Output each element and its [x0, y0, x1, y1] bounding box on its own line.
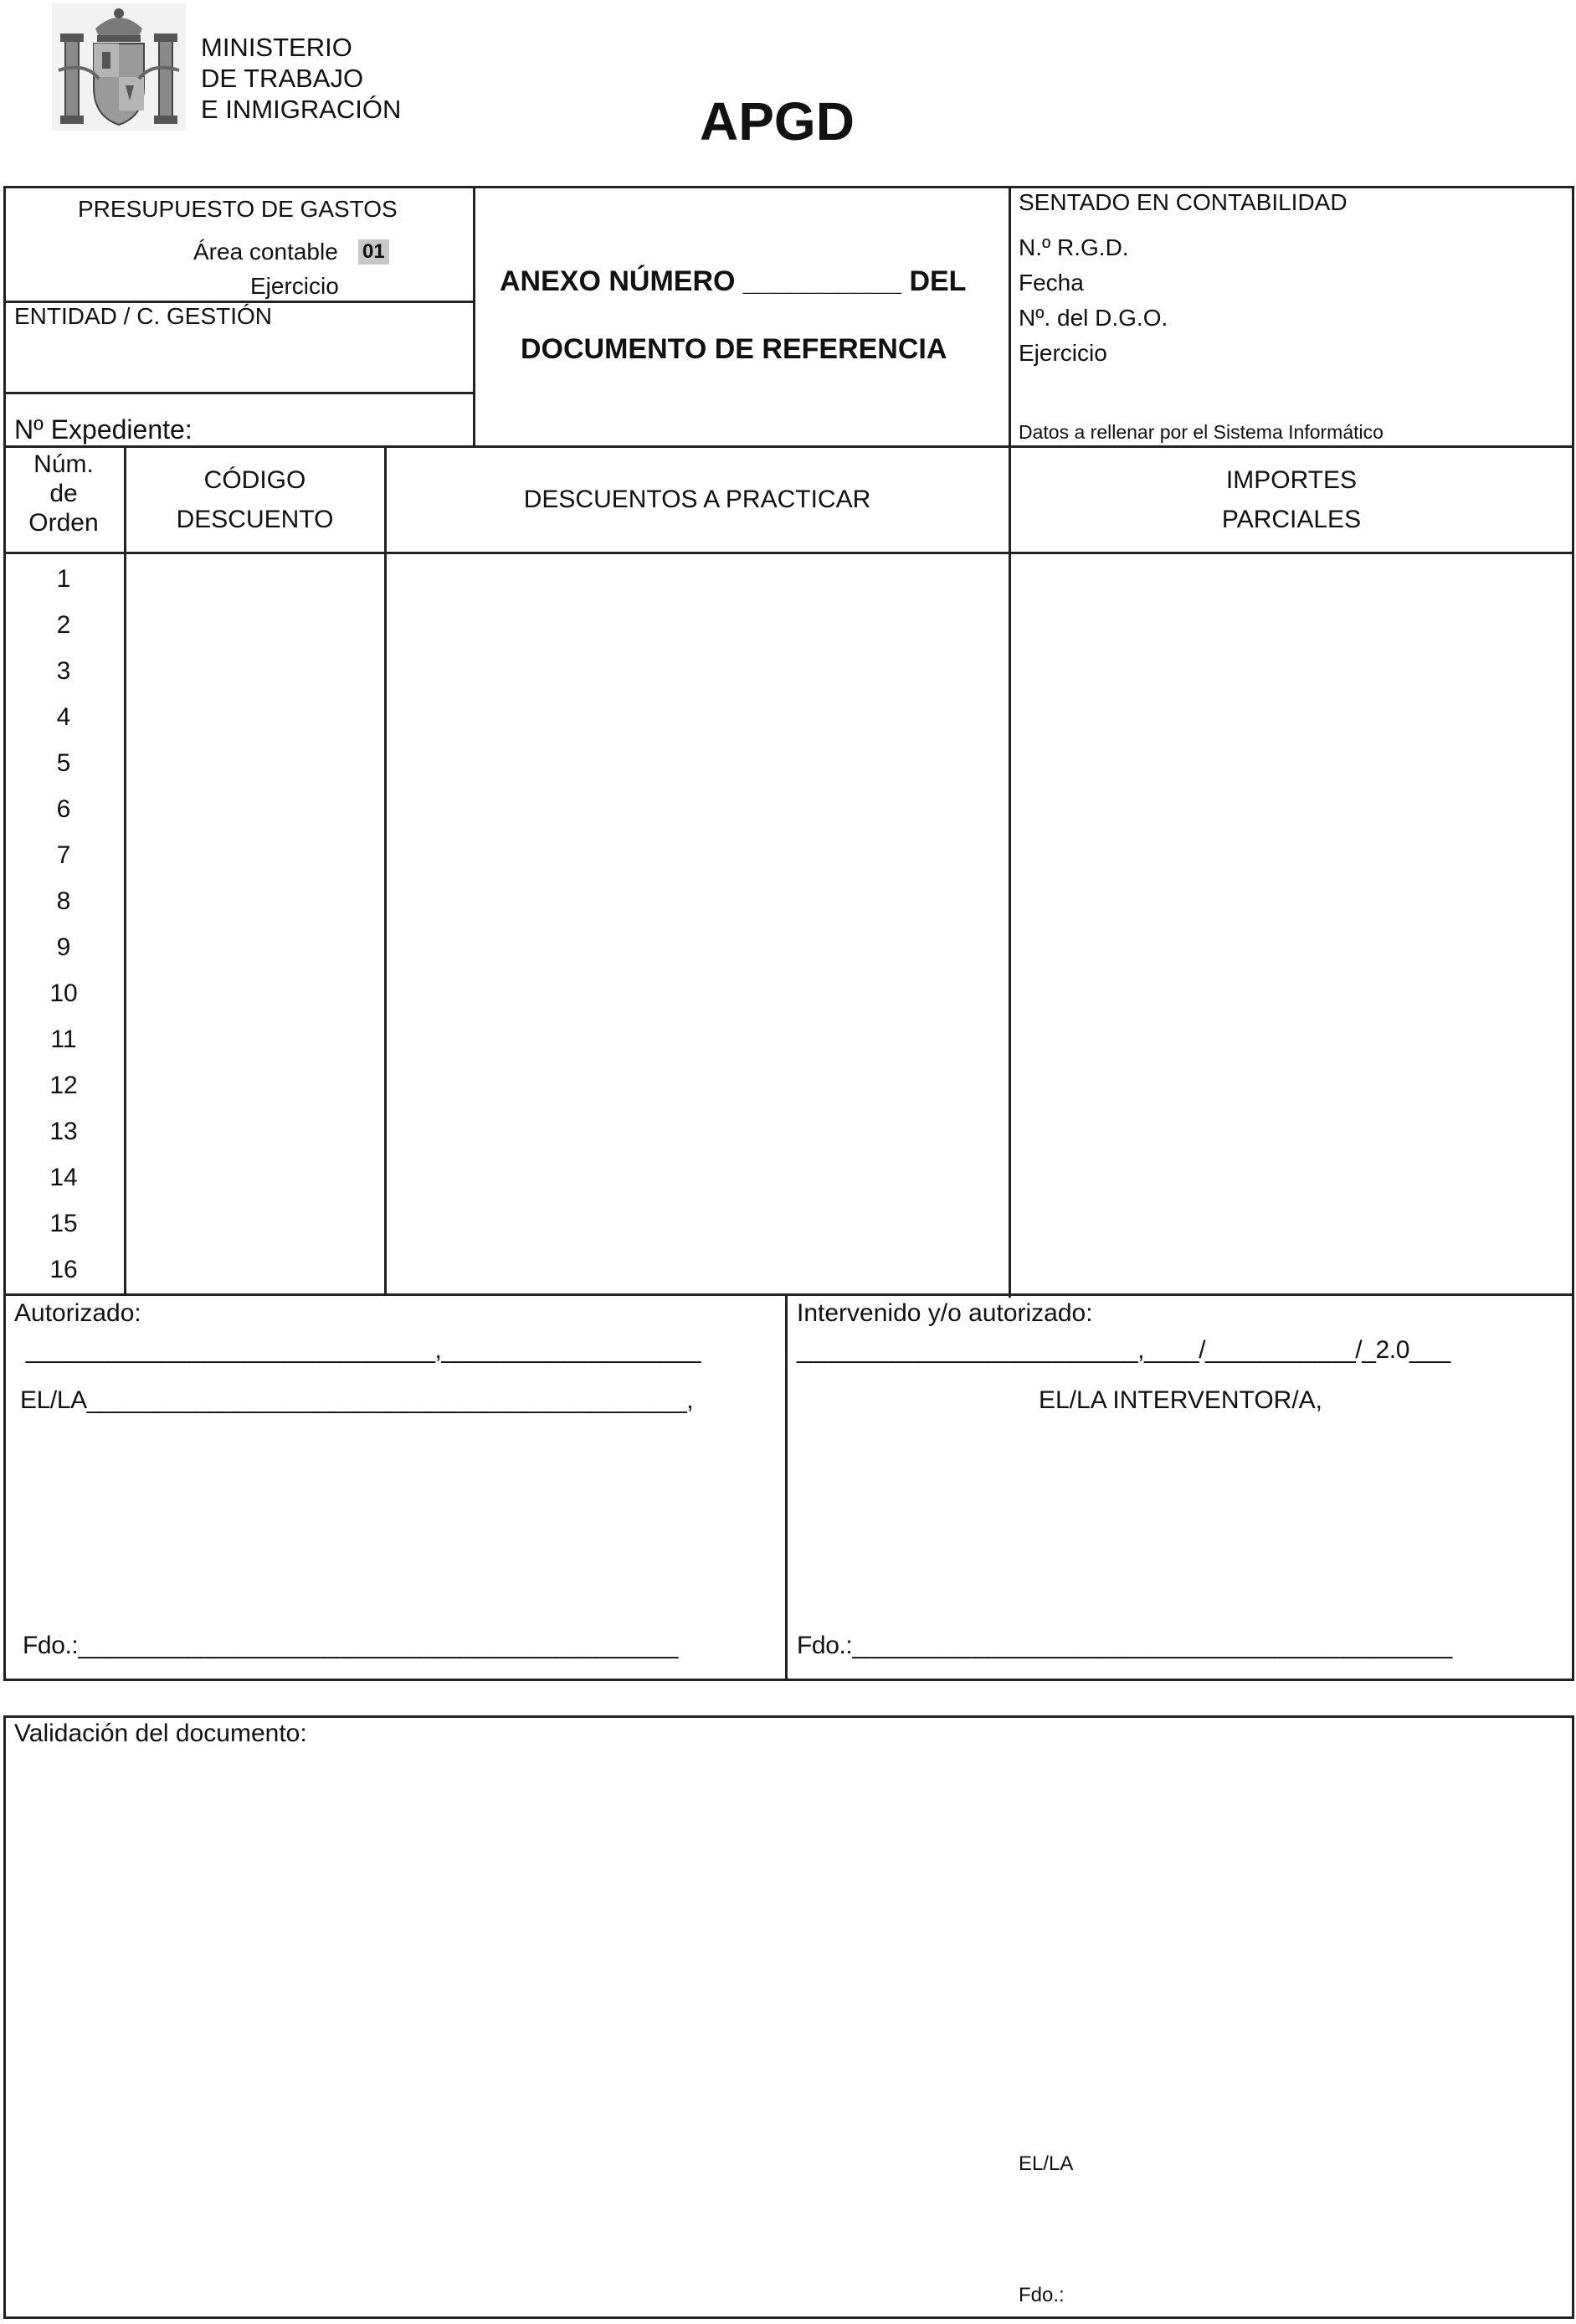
main-form-frame — [3, 186, 1574, 1681]
date-label: Fecha — [1019, 270, 1084, 296]
table-row-number: 4 — [56, 703, 71, 731]
table-row-number: 13 — [49, 1118, 78, 1145]
table-row-number: 10 — [49, 979, 78, 1007]
intervened-title: Intervenido y/o autorizado: — [797, 1299, 1093, 1327]
system-note: Datos a rellenar por el Sistema Informático — [1019, 421, 1383, 443]
reference-line: DOCUMENTO DE REFERENCIA — [521, 333, 947, 365]
divider — [124, 445, 126, 1296]
divider — [384, 445, 387, 1296]
table-row-number: 5 — [56, 749, 71, 777]
area-label: Área contable — [193, 239, 338, 265]
table-row-number: 15 — [49, 1210, 78, 1237]
area-value[interactable]: 01 — [358, 239, 389, 265]
authorized-signed-line[interactable]: Fdo.:____________________________________________ — [23, 1632, 678, 1659]
col-amounts-header-2: PARCIALES — [1221, 506, 1362, 533]
year-label-right: Ejercicio — [1019, 340, 1107, 366]
divider — [473, 186, 475, 447]
entity-label: ENTIDAD / C. GESTIÓN — [14, 303, 273, 329]
col-code-header-1: CÓDIGO — [203, 466, 306, 494]
col-order-header-1: Núm. — [33, 450, 94, 478]
table-row-number: 3 — [56, 657, 71, 685]
col-discounts-header: DESCUENTOS A PRACTICAR — [523, 486, 871, 513]
col-order-header-3: Orden — [28, 509, 99, 537]
table-row-number: 1 — [56, 565, 71, 593]
form-code-title: APGD — [700, 91, 855, 152]
coat-of-arms-logo — [52, 3, 186, 131]
authorized-title: Autorizado: — [14, 1299, 141, 1327]
divider — [3, 1293, 1574, 1296]
comptroller-role: EL/LA INTERVENTOR/A, — [1038, 1386, 1322, 1414]
table-row-number: 2 — [56, 611, 71, 639]
table-row-number: 16 — [49, 1256, 78, 1283]
divider — [3, 392, 475, 394]
table-row-number: 12 — [49, 1072, 78, 1099]
budget-label: PRESUPUESTO DE GASTOS — [78, 196, 398, 222]
col-code-header-2: DESCUENTO — [176, 506, 334, 533]
table-row-number: 9 — [56, 933, 71, 961]
divider — [3, 445, 1574, 448]
col-amounts-header-1: IMPORTES — [1225, 466, 1358, 494]
authorized-role-line[interactable]: EL/LA____________________________________________, — [20, 1386, 694, 1414]
file-number-label: Nº Expediente: — [14, 414, 193, 445]
ministry-name — [201, 32, 401, 125]
rgd-label: N.º R.G.D. — [1019, 234, 1129, 260]
intervened-signed-line[interactable]: Fdo.:____________________________________________ — [797, 1632, 1452, 1659]
dgo-label: Nº. del D.G.O. — [1019, 305, 1168, 331]
table-row-number: 6 — [56, 795, 71, 823]
table-row-number: 14 — [49, 1164, 78, 1191]
divider — [785, 1293, 788, 1681]
divider — [3, 552, 1574, 554]
table-row-number: 8 — [56, 887, 71, 915]
intervened-place-date-line[interactable]: _________________________,____/___________/_2.0___ — [797, 1336, 1450, 1364]
table-row-number: 11 — [50, 1026, 77, 1053]
ministry-line-1: MINISTERIO — [201, 33, 352, 62]
ministry-line-2: DE TRABAJO — [201, 64, 364, 93]
col-order-header-2: de — [49, 480, 78, 507]
accounting-title: SENTADO EN CONTABILIDAD — [1019, 189, 1348, 215]
validation-frame — [3, 1715, 1574, 2319]
validation-role: EL/LA — [1019, 2152, 1074, 2175]
divider — [1009, 186, 1011, 1298]
table-row-number: 7 — [56, 841, 71, 869]
annex-line: ANEXO NÚMERO __________ DEL — [500, 265, 967, 297]
authorized-place-line[interactable]: ______________________________,___________________ — [26, 1336, 701, 1364]
ministry-line-3: E INMIGRACIÓN — [201, 95, 402, 124]
validation-signed: Fdo.: — [1019, 2284, 1065, 2306]
year-label-left: Ejercicio — [250, 273, 339, 299]
validation-title: Validación del documento: — [14, 1720, 307, 1747]
